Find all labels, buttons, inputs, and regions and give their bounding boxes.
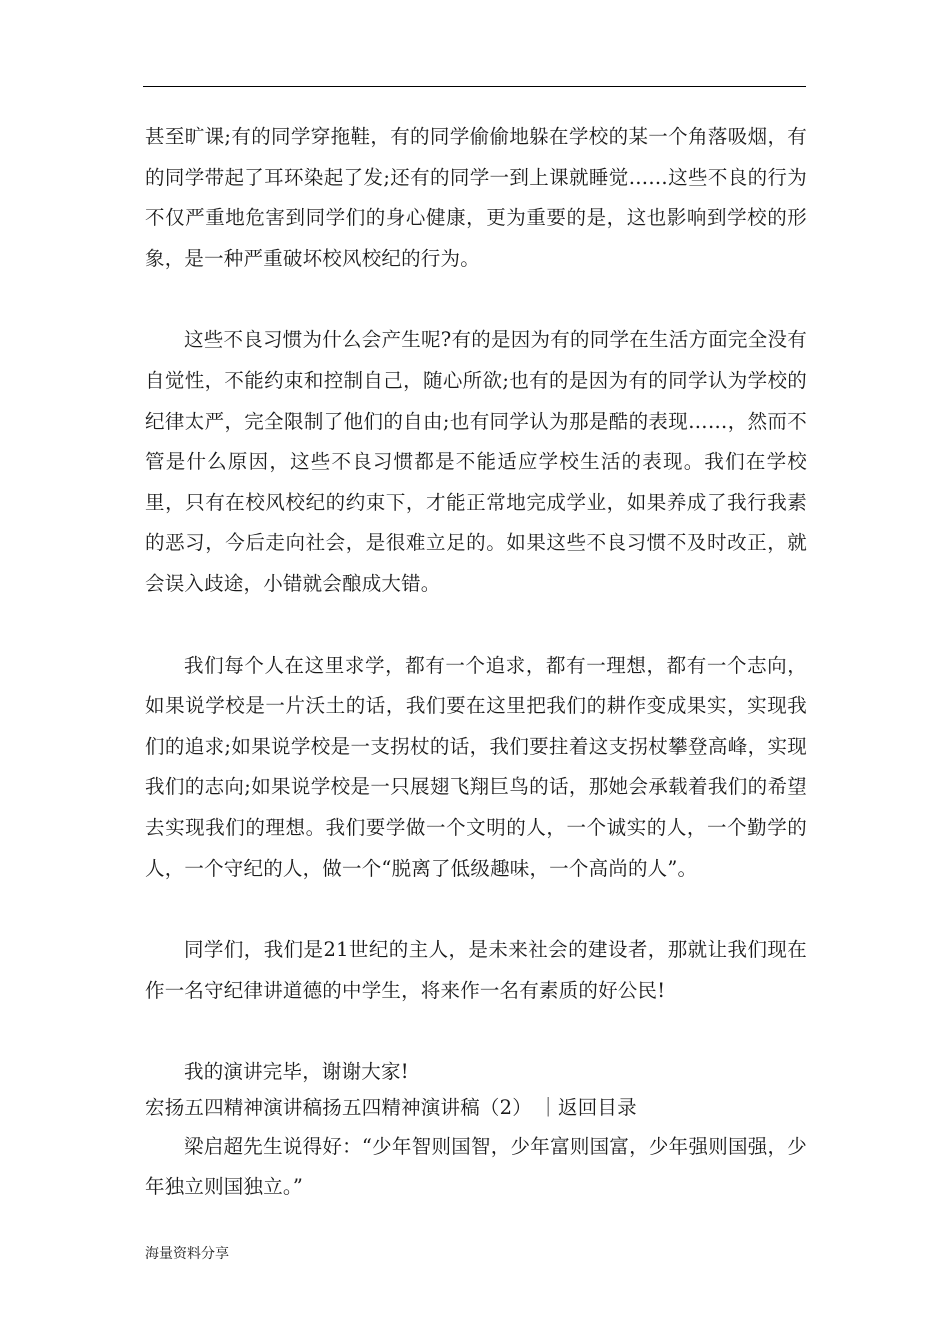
paragraph-closing: 我的演讲完毕，谢谢大家!: [184, 1060, 409, 1084]
paragraph-bad-habits: 这些不良习惯为什么会产生呢?有的是因为有的同学在生活方面完全没有自觉性，不能约束和控制自己，随心所欲;也有的是因为有的同学认为学校的纪律太严，完全限制了他们的自由;也有同学认为那是酷的表现……，然而不管是什么原因，这些不良习惯都是不能适应学校生活的表现。我们在学校里，只有在校风校纪的约束下，才能正常地完成学业，如果养成了我行我素的恶习，今后走向社会，是很难立足的。如果这些不良习惯不及时改正，就会误入歧途，小错就会酿成大错。: [145, 328, 807, 595]
paragraph-spacer: [145, 1011, 807, 1052]
header-rule: [143, 86, 806, 87]
back-to-toc-link[interactable]: ｜返回目录: [538, 1095, 637, 1119]
page-footer: 海量资料分享: [145, 1246, 229, 1262]
paragraph-spacer: [145, 279, 807, 320]
document-body: [145, 117, 807, 1208]
paragraph-aspirations: 我们每个人在这里求学，都有一个追求，都有一理想，都有一个志向，如果说学校是一片沃土的话，我们要在这里把我们的耕作变成果实，实现我们的追求;如果说学校是一支拐杖的话，我们要拄着这支拐杖攀登高峰，实现我们的志向;如果说学校是一只展翅飞翔巨鸟的话，那她会承载着我们的希望去实现我们的理想。我们要学做一个文明的人，一个诚实的人，一个勤学的人，一个守纪的人，做一个“脱离了低级趣味，一个高尚的人”。: [145, 653, 807, 880]
paragraph-classmates: 同学们，我们是21世纪的主人，是未来社会的建设者，那就让我们现在作一名守纪律讲道德的中学生，将来作一名有素质的好公民!: [145, 938, 807, 1002]
paragraph-spacer: [145, 889, 807, 930]
section-heading: 宏扬五四精神演讲稿扬五四精神演讲稿（2）: [145, 1095, 532, 1119]
section-heading-line: [145, 1093, 807, 1123]
paragraph-spacer: [145, 605, 807, 646]
paragraph-continuation: 甚至旷课;有的同学穿拖鞋，有的同学偷偷地躲在学校的某一个角落吸烟，有的同学带起了耳环染起了发;还有的同学一到上课就睡觉……这些不良的行为不仅严重地危害到同学们的身心健康，更为重要的是，这也影响到学校的形象，是一种严重破坏校风校纪的行为。: [145, 125, 807, 270]
paragraph-liang-qichao: 梁启超先生说得好：“少年智则国智，少年富则国富，少年强则国强，少年独立则国独立。”: [145, 1134, 807, 1199]
